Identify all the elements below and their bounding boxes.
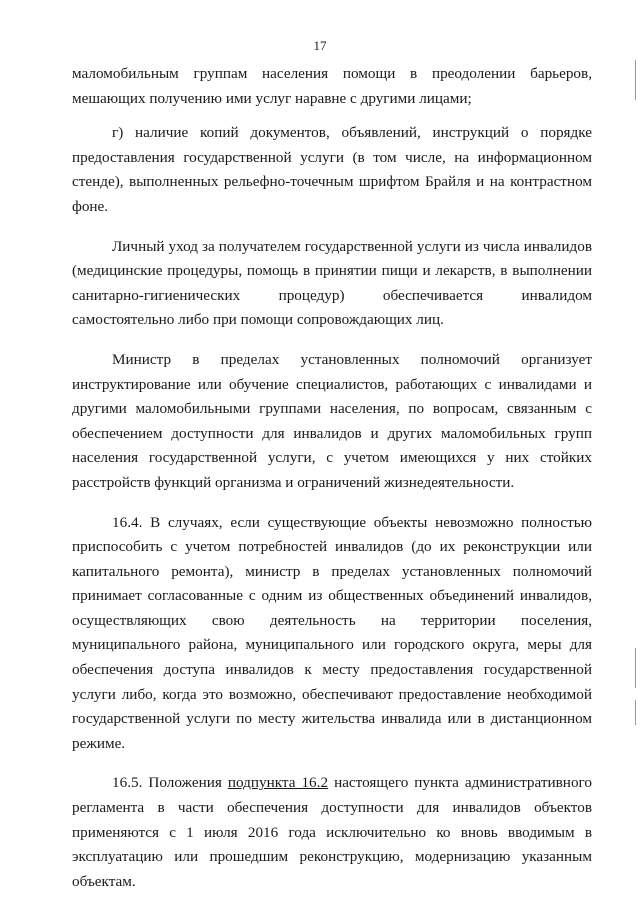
paragraph-minister-instruction: Министр в пределах установленных полномочий организует инструктирование или обучение специалистов, работающих с инвалидами и другими маломобильными группами населения, по вопросам, связанным с обеспечением доступности для инвалидов и других маломобильных групп населения государственной услуги, с учетом имеющихся у них стойких расстройств функций организма и ограничений жизнедеятельности. — [72, 350, 592, 491]
scan-margin-mark — [635, 648, 636, 688]
paragraph-personal-care: Личный уход за получателем государственной услуги из числа инвалидов (медицинские процедуры, помощь в принятии пищи и лекарств, в выполнении санитарно-гигиенических процедур) обеспечивается инвалидом самостоятельно либо при помощи сопровождающих лиц. — [72, 237, 592, 329]
paragraph-continuation: маломобильным группам населения помощи в преодолении барьеров, мешающих получению ими услуг наравне с другими лицами; — [72, 65, 592, 107]
subparagraph-16-2-link[interactable]: подпункта 16.2 — [227, 774, 329, 792]
scan-margin-mark — [635, 60, 636, 100]
scan-margin-mark — [635, 700, 636, 725]
paragraph-item-g: г) наличие копий документов, объявлений, инструкций о порядке предоставления государственной услуги (в том числе, на информационном стенде), выполненных рельефно-точечным шрифтом Брайля и на контрастном фоне. — [72, 124, 592, 215]
page-number: 17 — [313, 38, 327, 53]
paragraph-16-5 — [72, 771, 592, 894]
paragraph-16-5-start: 16.5. Положения — [112, 774, 228, 792]
paragraph-16-4: 16.4. В случаях, если существующие объекты невозможно полностью приспособить с учетом потребностей инвалидов (до их реконструкции или капитального ремонта), министр в пределах установленных полномочий принимает согласованные с одним из общественных объединений инвалидов, осуществляющих свою деятельность на территории поселения, муниципального района, муниципального или городского округа, меры для обеспечения доступа инвалидов к месту предоставления государственной услуги либо, когда это возможно, обеспечивают предоставление необходимой государственной услуги по месту жительства инвалида или в дистанционном режиме. — [72, 513, 592, 752]
paragraph-16-5-rest: настоящего пункта административного регламента в части обеспечения доступности для инвалидов объектов применяются с 1 июля 2016 года исключительно ко вновь вводимым в эксплуатацию или прошедшим реконструкцию, модернизацию указанным объектам. — [72, 774, 592, 890]
document-body — [72, 62, 592, 894]
